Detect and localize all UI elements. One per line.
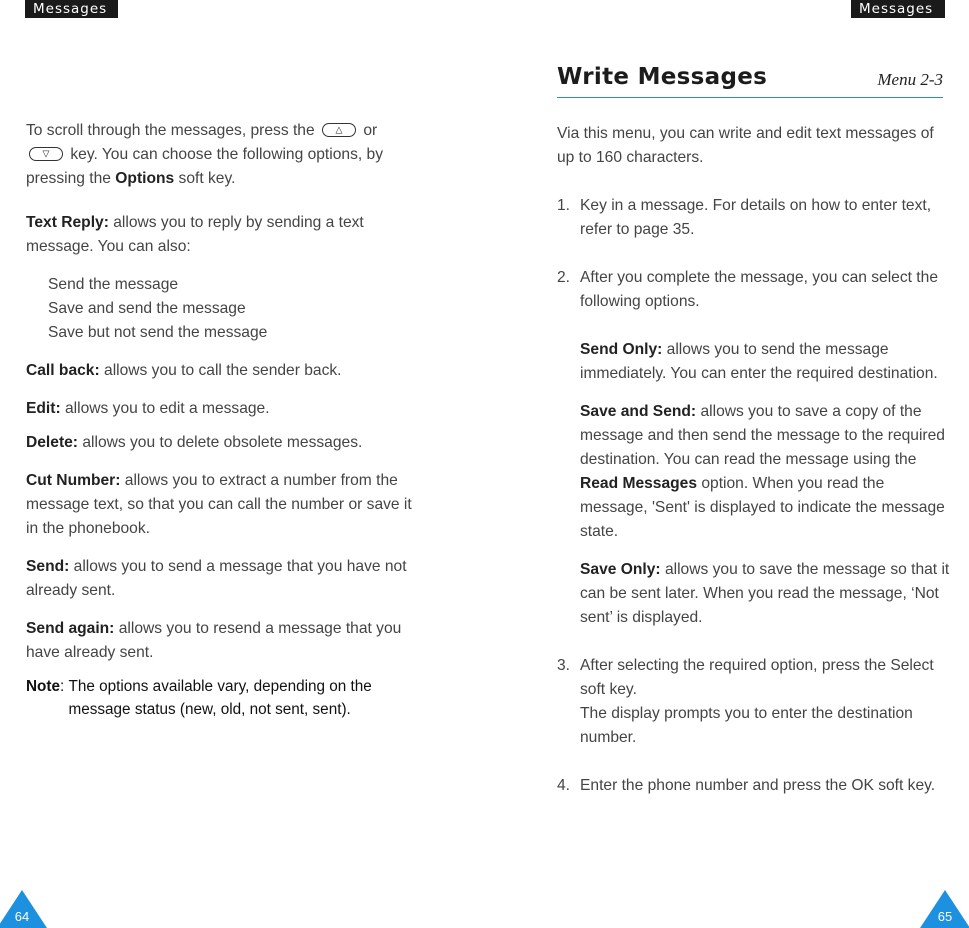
- intro-text: Via this menu, you can write and edit text messages of up to 160 characters.: [557, 125, 934, 166]
- page-title: [557, 62, 943, 98]
- step-4: 4. Enter the phone number and press the OK soft key.: [557, 777, 936, 794]
- option-send: Send: allows you to send a message that you have not already sent.: [26, 558, 407, 599]
- down-key-icon: ▽: [29, 147, 63, 161]
- section-heading: Write Messages: [557, 64, 768, 90]
- option-send-only: Send Only: allows you to send the message immediately. You can enter the required destination.: [580, 341, 938, 382]
- option-save-and-send: Save and Send: allows you to save a copy of the message and then send the message to the required destination. You can read the message using the Read Messages option. When you read the message, 'Sent' is displayed to indicate the message state.: [580, 403, 945, 540]
- section-tag-right: Messages: [851, 0, 945, 18]
- step-3: 3. After selecting the required option, press the Select soft key. The display prompts you to enter the destination number.: [557, 657, 934, 746]
- sub-option: Send the message: [48, 276, 179, 293]
- note: Note : The options available vary, depending on the message status (new, old, not sent, sent).: [26, 678, 372, 718]
- right-page-content: [557, 122, 952, 798]
- page-number-right: 65: [920, 888, 969, 928]
- option-edit: Edit: allows you to edit a message.: [26, 400, 270, 417]
- scroll-instructions: To scroll through the messages, press the △ or ▽ key. You can choose the following options, by pressing the Options soft key.: [26, 122, 384, 187]
- page-number-left: 64: [0, 888, 47, 928]
- left-page-content: [26, 119, 418, 721]
- step-1: 1. Key in a message. For details on how to enter text, refer to page 35.: [557, 197, 932, 238]
- menu-number: Menu 2-3: [877, 70, 943, 89]
- up-key-icon: △: [322, 123, 356, 137]
- option-cut-number: Cut Number: allows you to extract a number from the message text, so that you can call the number or save it in the phonebook.: [26, 472, 412, 537]
- option-save-only: Save Only: allows you to save the message so that it can be sent later. When you read the message, ‘Not sent’ is displayed.: [580, 561, 950, 626]
- sub-option: Save but not send the message: [48, 324, 268, 341]
- sub-option: Save and send the message: [48, 300, 246, 317]
- option-call-back: Call back: allows you to call the sender back.: [26, 362, 342, 379]
- step-2: 2. After you complete the message, you can select the following options.: [557, 269, 938, 310]
- option-send-again: Send again: allows you to resend a message that you have already sent.: [26, 620, 402, 661]
- option-text-reply: Text Reply: allows you to reply by sending a text message. You can also:: [26, 214, 364, 255]
- option-delete: Delete: allows you to delete obsolete messages.: [26, 434, 363, 451]
- section-tag-left: Messages: [25, 0, 118, 18]
